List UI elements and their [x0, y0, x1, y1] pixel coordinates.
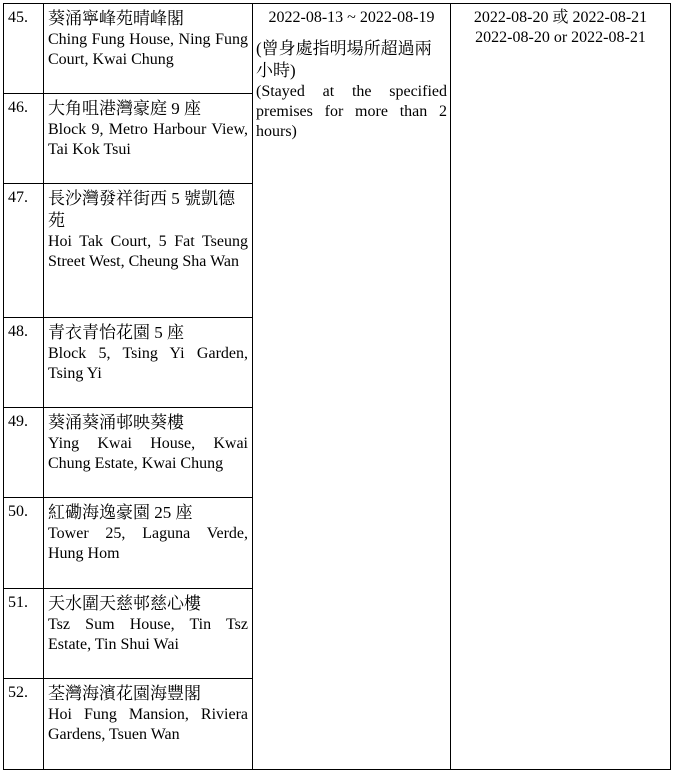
table-row	[4, 4, 671, 94]
row-number: 52.	[4, 679, 44, 770]
period-note-zh: (曾身處指明場所超過兩小時)	[256, 39, 432, 80]
premises-name-zh: 天水圍天慈邨慈心樓	[48, 594, 201, 613]
test-dates-zh: 2022-08-20 或 2022-08-21	[473, 9, 648, 26]
premises-cell	[44, 408, 253, 498]
row-number: 51.	[4, 589, 44, 679]
period-dates: 2022-08-13 ~ 2022-08-19	[268, 9, 435, 26]
premises-cell	[44, 4, 253, 94]
premises-name-en: Block 9, Metro Harbour View, Tai Kok Tsui	[48, 121, 248, 158]
period-note-en: (Stayed at the specified premises for more than 2 hours)	[256, 83, 447, 140]
premises-name-zh: 紅磡海逸豪園 25 座	[48, 503, 193, 522]
premises-name-zh: 青衣青怡花園 5 座	[48, 323, 184, 342]
row-number: 46.	[4, 94, 44, 184]
premises-name-en: Ying Kwai House, Kwai Chung Estate, Kwai Chung	[48, 435, 248, 472]
premises-cell	[44, 679, 253, 770]
premises-name-en: Tsz Sum House, Tin Tsz Estate, Tin Shui Wai	[48, 616, 248, 653]
row-number: 49.	[4, 408, 44, 498]
specified-premises-table	[3, 3, 671, 770]
row-number: 45.	[4, 4, 44, 94]
premises-name-en: Hoi Fung Mansion, Riviera Gardens, Tsuen Wan	[48, 706, 248, 743]
premises-name-zh: 葵涌寧峰苑晴峰閣	[48, 9, 184, 28]
premises-name-zh: 荃灣海濱花園海豐閣	[48, 684, 201, 703]
premises-name-en: Ching Fung House, Ning Fung Court, Kwai Chung	[48, 31, 248, 68]
premises-cell	[44, 318, 253, 408]
premises-cell	[44, 184, 253, 318]
premises-name-zh: 葵涌葵涌邨映葵樓	[48, 413, 184, 432]
test-dates-cell	[451, 4, 671, 770]
premises-cell	[44, 498, 253, 589]
premises-name-zh: 大角咀港灣豪庭 9 座	[48, 99, 201, 118]
row-number: 50.	[4, 498, 44, 589]
premises-name-en: Hoi Tak Court, 5 Fat Tseung Street West, Cheung Sha Wan	[48, 233, 248, 270]
premises-name-zh: 長沙灣發祥街西 5 號凱德苑	[48, 189, 235, 230]
premises-cell	[44, 589, 253, 679]
row-number: 48.	[4, 318, 44, 408]
premises-name-en: Block 5, Tsing Yi Garden, Tsing Yi	[48, 345, 248, 382]
premises-name-en: Tower 25, Laguna Verde, Hung Hom	[48, 525, 248, 562]
premises-cell	[44, 94, 253, 184]
test-dates-en: 2022-08-20 or 2022-08-21	[475, 29, 646, 46]
period-cell	[253, 4, 451, 770]
row-number: 47.	[4, 184, 44, 318]
